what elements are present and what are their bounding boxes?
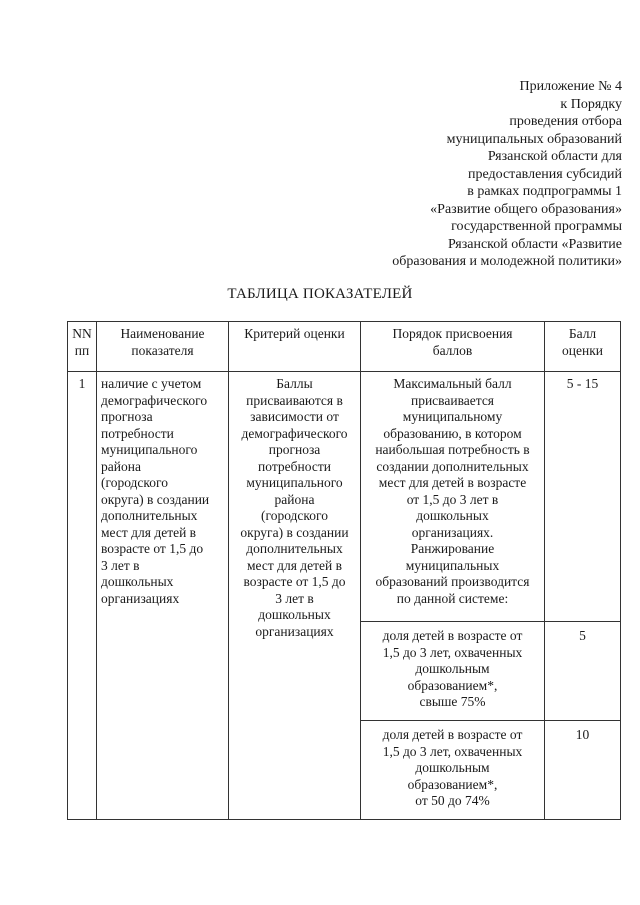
- appendix-line: муниципальных образований: [446, 131, 622, 147]
- table-border-bottom: [67, 819, 620, 820]
- name-line: дошкольных: [101, 574, 174, 589]
- table-border-left: [67, 321, 68, 820]
- name-line: района: [101, 458, 141, 474]
- name-line: муниципального: [101, 442, 198, 457]
- header-text: Критерий оценки: [244, 326, 345, 341]
- header-text: Балл: [568, 326, 597, 341]
- table-border-right: [620, 321, 621, 820]
- header-text: NN: [72, 326, 92, 341]
- column-divider: [544, 321, 545, 820]
- criterion-line: округа) в создании: [240, 524, 349, 540]
- criterion-line: демографического: [241, 425, 348, 441]
- header-text: баллов: [432, 342, 473, 358]
- procedure-line: дошкольных: [416, 508, 489, 523]
- procedure-line: создании дополнительных: [376, 458, 529, 474]
- procedure-line: 1,5 до 3 лет, охваченных: [382, 644, 523, 660]
- procedure-cell: [361, 628, 544, 711]
- criterion-line: прогноза: [268, 442, 321, 457]
- procedure-line: присваивается: [410, 392, 495, 408]
- header-text: Порядок присвоения: [392, 326, 513, 341]
- procedure-line: организациях.: [411, 524, 494, 540]
- header-text: пп: [74, 342, 90, 358]
- score-value: 5: [579, 628, 586, 643]
- criterion-line: дополнительных: [246, 541, 343, 556]
- column-divider: [96, 321, 97, 820]
- header-criterion: [229, 326, 360, 343]
- criterion-line: района: [274, 491, 315, 507]
- score-cell: [545, 376, 620, 393]
- row-number: [68, 376, 96, 393]
- name-line: возрасте от 1,5 до: [101, 541, 204, 556]
- header-procedure: [361, 326, 544, 359]
- name-line: округа) в создании: [101, 491, 210, 507]
- criterion-line: (городского: [261, 508, 328, 523]
- procedure-line: Ранжирование: [410, 541, 495, 556]
- procedure-line: образованием*,: [407, 677, 498, 693]
- criterion-line: возрасте от 1,5 до: [243, 574, 346, 589]
- criterion-line: присваиваются в: [246, 392, 343, 408]
- procedure-line: муниципальных: [405, 557, 500, 573]
- appendix-line: Рязанской области для: [487, 149, 622, 164]
- procedure-line: 1,5 до 3 лет, охваченных: [382, 743, 523, 759]
- appendix-line: Рязанской области «Развитие: [448, 236, 622, 252]
- appendix-line: государственной программы: [451, 219, 622, 234]
- name-line: организациях: [101, 590, 180, 606]
- appendix-line: образования и молодежной политики»: [392, 254, 622, 269]
- procedure-line: дошкольным: [415, 760, 490, 775]
- name-line: мест для детей в: [101, 524, 197, 540]
- indicator-name: [101, 376, 228, 607]
- header-text: оценки: [562, 342, 603, 358]
- header-num: [68, 326, 96, 359]
- criterion-line: мест для детей в: [246, 557, 343, 573]
- criterion-line: 3 лет в: [275, 590, 314, 606]
- name-line: дополнительных: [101, 508, 198, 523]
- procedure-line: Максимальный балл: [393, 376, 512, 391]
- criterion-line: дошкольных: [258, 607, 331, 622]
- appendix-line: к Порядку: [560, 96, 622, 112]
- procedure-line: дошкольным: [415, 661, 490, 676]
- name-line: демографического: [101, 392, 208, 408]
- procedure-line: образованием*,: [407, 776, 498, 792]
- header-score: [545, 326, 620, 359]
- appendix-header: [292, 78, 622, 271]
- appendix-line: «Развитие общего образования»: [430, 201, 622, 217]
- header-text: Наименование: [120, 326, 205, 341]
- sub-row-divider: [360, 720, 620, 721]
- name-line: 3 лет в: [101, 557, 140, 573]
- criterion-text: [229, 376, 360, 640]
- procedure-line: мест для детей в возрасте: [378, 475, 527, 490]
- name-line: (городского: [101, 475, 168, 490]
- procedure-line: доля детей в возрасте от: [382, 628, 523, 643]
- appendix-line: в рамках подпрограммы 1: [467, 184, 622, 199]
- name-line: потребности: [101, 425, 174, 441]
- score-value: 10: [575, 727, 590, 742]
- table-border-top: [67, 321, 620, 322]
- procedure-line: наибольшая потребность в: [375, 442, 530, 457]
- score-value: 5 - 15: [566, 376, 599, 391]
- criterion-line: организациях: [255, 623, 334, 639]
- score-cell: [545, 727, 620, 744]
- procedure-line: муниципальному: [402, 409, 503, 424]
- procedure-line: от 50 до 74%: [415, 793, 490, 808]
- appendix-line: проведения отбора: [509, 114, 622, 129]
- procedure-line: доля детей в возрасте от: [382, 727, 523, 742]
- row-number-text: 1: [78, 376, 86, 391]
- procedure-line: по данной системе:: [396, 590, 509, 606]
- name-line: наличие с учетом: [101, 376, 202, 391]
- sub-row-divider: [360, 621, 620, 622]
- header-name: [97, 326, 228, 359]
- header-divider: [67, 371, 620, 372]
- procedure-line: свыше 75%: [419, 694, 486, 709]
- score-cell: [545, 628, 620, 645]
- criterion-line: потребности: [258, 458, 331, 474]
- criterion-line: муниципального: [246, 475, 343, 490]
- appendix-line: Приложение № 4: [519, 79, 622, 94]
- procedure-cell: [361, 727, 544, 810]
- procedure-line: образований производится: [375, 574, 530, 589]
- procedure-line: образованию, в котором: [383, 425, 522, 441]
- criterion-line: Баллы: [276, 376, 313, 391]
- appendix-line: предоставления субсидий: [467, 166, 622, 182]
- header-text: показателя: [131, 342, 194, 358]
- name-line: прогноза: [101, 409, 153, 424]
- criterion-line: зависимости от: [250, 409, 339, 424]
- table-title: ТАБЛИЦА ПОКАЗАТЕЛЕЙ: [227, 286, 413, 302]
- procedure-cell: [361, 376, 544, 607]
- procedure-line: от 1,5 до 3 лет в: [406, 491, 499, 507]
